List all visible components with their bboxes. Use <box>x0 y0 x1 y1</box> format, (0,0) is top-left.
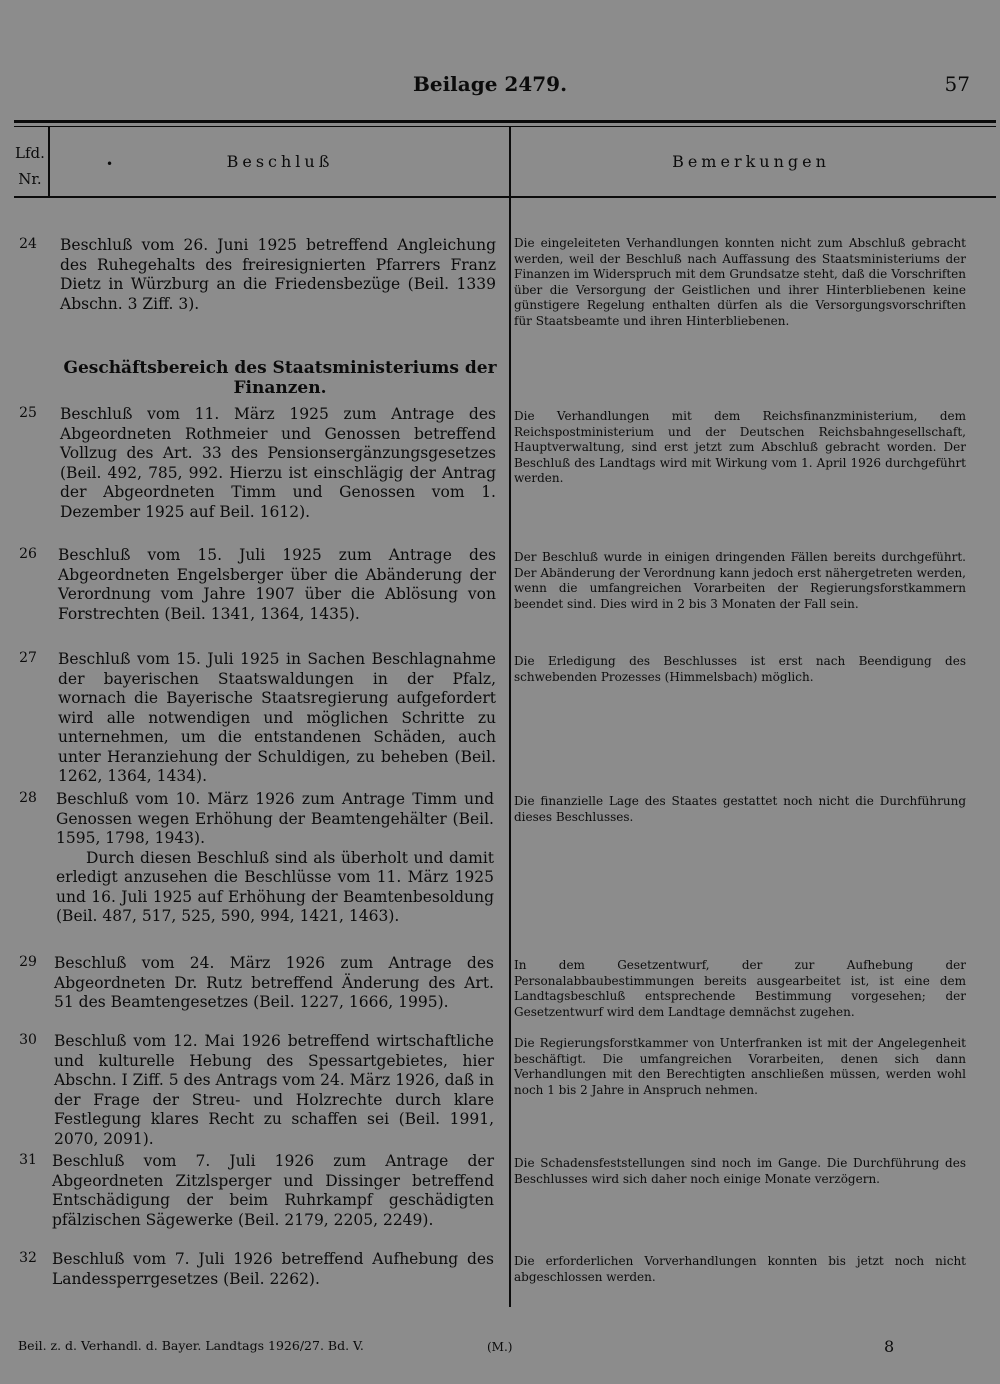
beschluss-text <box>60 405 496 522</box>
beschluss-paragraph: Beschluß vom 15. Juli 1925 zum Antrage des Abgeordneten Engelsberger über die Abänderung der Verordnung vom Jahre 1907 über die Ablösung von Forstrechten (Beil. 1341, 1364, 1435). <box>58 546 496 623</box>
bemerkung-text: Die Schadensfeststellungen sind noch im Gange. Die Durchführung des Beschlusses wird sich daher noch einige Monate verzögern. <box>514 1156 966 1186</box>
beschluss-paragraph: Beschluß vom 11. März 1925 zum Antrage des Abgeordneten Rothmeier und Genossen betreffend Vollzug des Art. 33 des Pensionsergänzungsgesetzes (Beil. 492, 785, 992. Hierzu ist einschlägig der Antrag der Abgeordneten Timm und Genossen vom 1. Dezember 1925 auf Beil. 1612). <box>60 405 496 521</box>
page-title: Beilage 2479. <box>412 72 568 96</box>
beschluss-paragraph: Beschluß vom 7. Juli 1926 betreffend Aufhebung des Landessperrgesetzes (Beil. 2262). <box>52 1250 494 1288</box>
top-rule-thin <box>14 126 996 127</box>
bemerkung-text: Die Verhandlungen mit dem Reichsfinanzministerium, dem Reichspostministerium und der Deutschen Reichsbahngesellschaft, Hauptverwaltung, sind erst jetzt zum Abschluß gebracht worden. Der Beschluß des Landtags wird mit Wirkung vom 1. April 1926 durchgeführt werden. <box>514 409 966 485</box>
beschluss-paragraph: Durch diesen Beschluß sind als überholt und damit erledigt anzusehen die Beschlüsse vom 11. März 1925 und 16. Juli 1925 auf Erhöhung der Beamtenbesoldung (Beil. 487, 517, 525, 590, 994, 1421, 1463). <box>56 848 494 925</box>
lfd-header-line1: Lfd. <box>15 144 45 162</box>
bemerkung-text: Der Beschluß wurde in einigen dringenden Fällen bereits durchgeführt. Der Abänderung der Verordnung kann jedoch erst nähergetreten werden, wenn die umfangreichen Vorarbeiten der Regierungsforstkammern beendet sind. Dies wird in 2 bis 3 Monaten der Fall sein. <box>514 550 966 611</box>
bemerkungen-header: Bemerkungen <box>672 152 830 171</box>
footer-printer-mark: (M.) <box>487 1340 513 1354</box>
beschluss-header: Beschluß <box>226 152 334 171</box>
beschluss-text <box>58 546 496 624</box>
beschluss-text <box>52 1152 494 1230</box>
lfd-header <box>12 140 48 192</box>
beschluss-paragraph: Beschluß vom 12. Mai 1926 betreffend wirtschaftliche und kulturelle Hebung des Spessartgebietes, hier Abschn. I Ziff. 5 des Antrags vom 24. März 1926, daß in der Frage der Streu- und Holzrechte durch klare Festlegung klares Recht zu schaffen sei (Beil. 1991, 2070, 2091). <box>54 1032 494 1148</box>
bemerkung-text: Die eingeleiteten Verhandlungen konnten nicht zum Abschluß gebracht werden, weil der Beschluß nach Auffassung des Staatsministeriums der Finanzen im Widerspruch mit dem Grundsatze steht, daß die Vorschriften über die Versorgung der Geistlichen und ihrer Hinterbliebenen keine günstigere Regelung enthalten dürfen als die Versorgungsvorschriften für Staatsbeamte und ihren Hinterbliebenen. <box>514 236 966 328</box>
section-heading: Geschäftsbereich des Staatsministeriums der Finanzen. <box>63 358 497 398</box>
beschluss-paragraph: Beschluß vom 10. März 1926 zum Antrage Timm und Genossen wegen Erhöhung der Beamtengehälter (Beil. 1595, 1798, 1943). <box>56 790 494 847</box>
bemerkung-text: Die erforderlichen Vorverhandlungen konnten bis jetzt noch nicht abgeschlossen werden. <box>514 1254 966 1284</box>
dot-mark: • <box>106 157 114 171</box>
header-rule <box>14 196 996 198</box>
row-number: 25 <box>19 405 37 421</box>
row-number: 31 <box>19 1152 37 1168</box>
bemerkung-text: Die Regierungsforstkammer von Unterfranken ist mit der Angelegenheit beschäftigt. Die umfangreichen Vorarbeiten, denen sich dann Verhandlungen mit den Berechtigten anschließen müssen, werden wohl noch 1 bis 2 Jahre in Anspruch nehmen. <box>514 1036 966 1097</box>
bemerkung-text: Die finanzielle Lage des Staates gestattet noch nicht die Durchführung dieses Beschlusses. <box>514 794 966 824</box>
row-number: 27 <box>19 650 37 666</box>
beschluss-paragraph: Beschluß vom 7. Juli 1926 zum Antrage der Abgeordneten Zitzlsperger und Dissinger betreffend Entschädigung der beim Ruhrkampf geschädigten pfälzischen Sägewerke (Beil. 2179, 2205, 2249). <box>52 1152 494 1229</box>
footer-citation: Beil. z. d. Verhandl. d. Bayer. Landtags 1926/27. Bd. V. <box>18 1338 364 1353</box>
beschluss-text <box>52 1250 494 1289</box>
beschluss-paragraph: Beschluß vom 24. März 1926 zum Antrage des Abgeordneten Dr. Rutz betreffend Änderung des Art. 51 des Beamtengesetzes (Beil. 1227, 1666, 1995). <box>54 954 494 1011</box>
row-number: 24 <box>19 236 37 252</box>
row-number: 32 <box>19 1250 37 1266</box>
beschluss-text <box>54 1032 494 1149</box>
top-rule <box>14 120 996 123</box>
beschluss-text <box>54 954 494 1013</box>
bemerkung-text: In dem Gesetzentwurf, der zur Aufhebung der Personalabbaubestimmungen bereits ausgearbeitet ist, ist eine dem Landtagsbeschluß entsprechende Bestimmung vorgesehen; der Gesetzentwurf wird dem Landtage demnächst zugehen. <box>514 958 966 1019</box>
row-number: 28 <box>19 790 37 806</box>
page-number: 57 <box>944 72 970 96</box>
column-divider-bemerkungen <box>509 127 511 1307</box>
row-number: 29 <box>19 954 37 970</box>
beschluss-text <box>56 790 494 927</box>
beschluss-paragraph: Beschluß vom 26. Juni 1925 betreffend Angleichung des Ruhegehalts des freiresignierten Pfarrers Franz Dietz in Würzburg an die Friedensbezüge (Beil. 1339 Abschn. 3 Ziff. 3). <box>60 236 496 313</box>
row-number: 26 <box>19 546 37 562</box>
beschluss-text <box>58 650 496 787</box>
lfd-header-line2: Nr. <box>18 170 42 188</box>
bemerkung-text: Die Erledigung des Beschlusses ist erst nach Beendigung des schwebenden Prozesses (Himmelsbach) möglich. <box>514 654 966 684</box>
row-number: 30 <box>19 1032 37 1048</box>
beschluss-text <box>60 236 496 314</box>
beschluss-paragraph: Beschluß vom 15. Juli 1925 in Sachen Beschlagnahme der bayerischen Staatswaldungen in der Pfalz, wornach die Bayerische Staatsregierung aufgefordert wird alle notwendigen und möglichen Schritte zu unternehmen, um die entstandenen Schäden, auch unter Heranziehung der Schuldigen, zu beheben (Beil. 1262, 1364, 1434). <box>58 650 496 785</box>
footer-sheet-number: 8 <box>884 1337 895 1356</box>
